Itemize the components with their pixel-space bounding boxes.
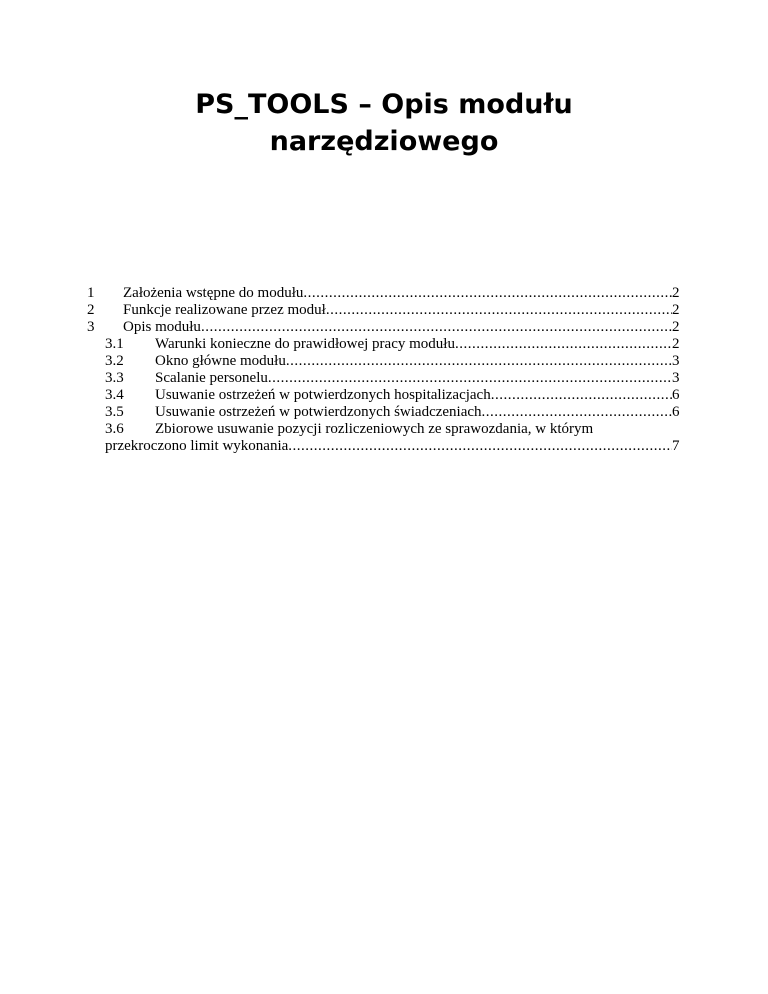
toc-leader: [482, 403, 672, 421]
toc-number: 3: [87, 319, 95, 335]
toc-label: Funkcje realizowane przez moduł: [123, 302, 326, 318]
toc-page-number: 6: [672, 387, 680, 403]
toc-label: Scalanie personelu: [155, 370, 268, 386]
toc-entry-3-6-continuation[interactable]: [0, 437, 768, 455]
toc-number: 3.2: [105, 353, 124, 369]
toc-entry-3-3[interactable]: [0, 369, 768, 387]
toc-number: 1: [87, 285, 95, 301]
toc-leader: [455, 335, 672, 353]
toc-page-number: 3: [672, 370, 680, 386]
toc-page-number: 6: [672, 404, 680, 420]
toc-label: Założenia wstępne do modułu: [123, 285, 304, 301]
toc-label: Warunki konieczne do prawidłowej pracy modułu: [155, 336, 455, 352]
toc-entry-3-6[interactable]: [0, 420, 768, 438]
toc-label-continuation: przekroczono limit wykonania: [105, 438, 289, 454]
toc-number: 3.4: [105, 387, 124, 403]
toc-page-number: 7: [672, 438, 680, 454]
toc-page-number: 2: [672, 319, 680, 335]
toc-leader: [286, 352, 672, 370]
toc-leader: [201, 318, 672, 336]
toc-leader: [303, 284, 672, 302]
toc-leader: [288, 437, 672, 455]
toc-leader: [268, 369, 672, 387]
toc-page-number: 3: [672, 353, 680, 369]
title-line-1: PS_TOOLS – Opis modułu: [195, 89, 573, 120]
toc-entry-3[interactable]: [0, 318, 768, 336]
toc-entry-1[interactable]: [0, 284, 768, 302]
toc-label: Zbiorowe usuwanie pozycji rozliczeniowych ze sprawozdania, w którym: [155, 421, 594, 437]
toc-label: Usuwanie ostrzeżeń w potwierdzonych hospitalizacjach: [155, 387, 491, 403]
toc-number: 3.5: [105, 404, 124, 420]
toc-entry-3-4[interactable]: [0, 386, 768, 404]
toc-leader: [326, 301, 672, 319]
toc-number: 3.3: [105, 370, 124, 386]
toc-page-number: 2: [672, 285, 680, 301]
toc-label: Okno główne modułu: [155, 353, 286, 369]
toc-label: Usuwanie ostrzeżeń w potwierdzonych świadczeniach: [155, 404, 482, 420]
toc-page-number: 2: [672, 336, 680, 352]
toc-label: Opis modułu: [123, 319, 201, 335]
toc-number: 2: [87, 302, 95, 318]
toc-entry-3-5[interactable]: [0, 403, 768, 421]
toc-leader: [491, 386, 672, 404]
document-title: [0, 86, 768, 160]
toc-entry-2[interactable]: [0, 301, 768, 319]
toc-page-number: 2: [672, 302, 680, 318]
toc-number: 3.6: [105, 421, 124, 437]
toc-entry-3-2[interactable]: [0, 352, 768, 370]
toc-number: 3.1: [105, 336, 124, 352]
toc-entry-3-1[interactable]: [0, 335, 768, 353]
title-line-2: narzędziowego: [269, 126, 499, 157]
